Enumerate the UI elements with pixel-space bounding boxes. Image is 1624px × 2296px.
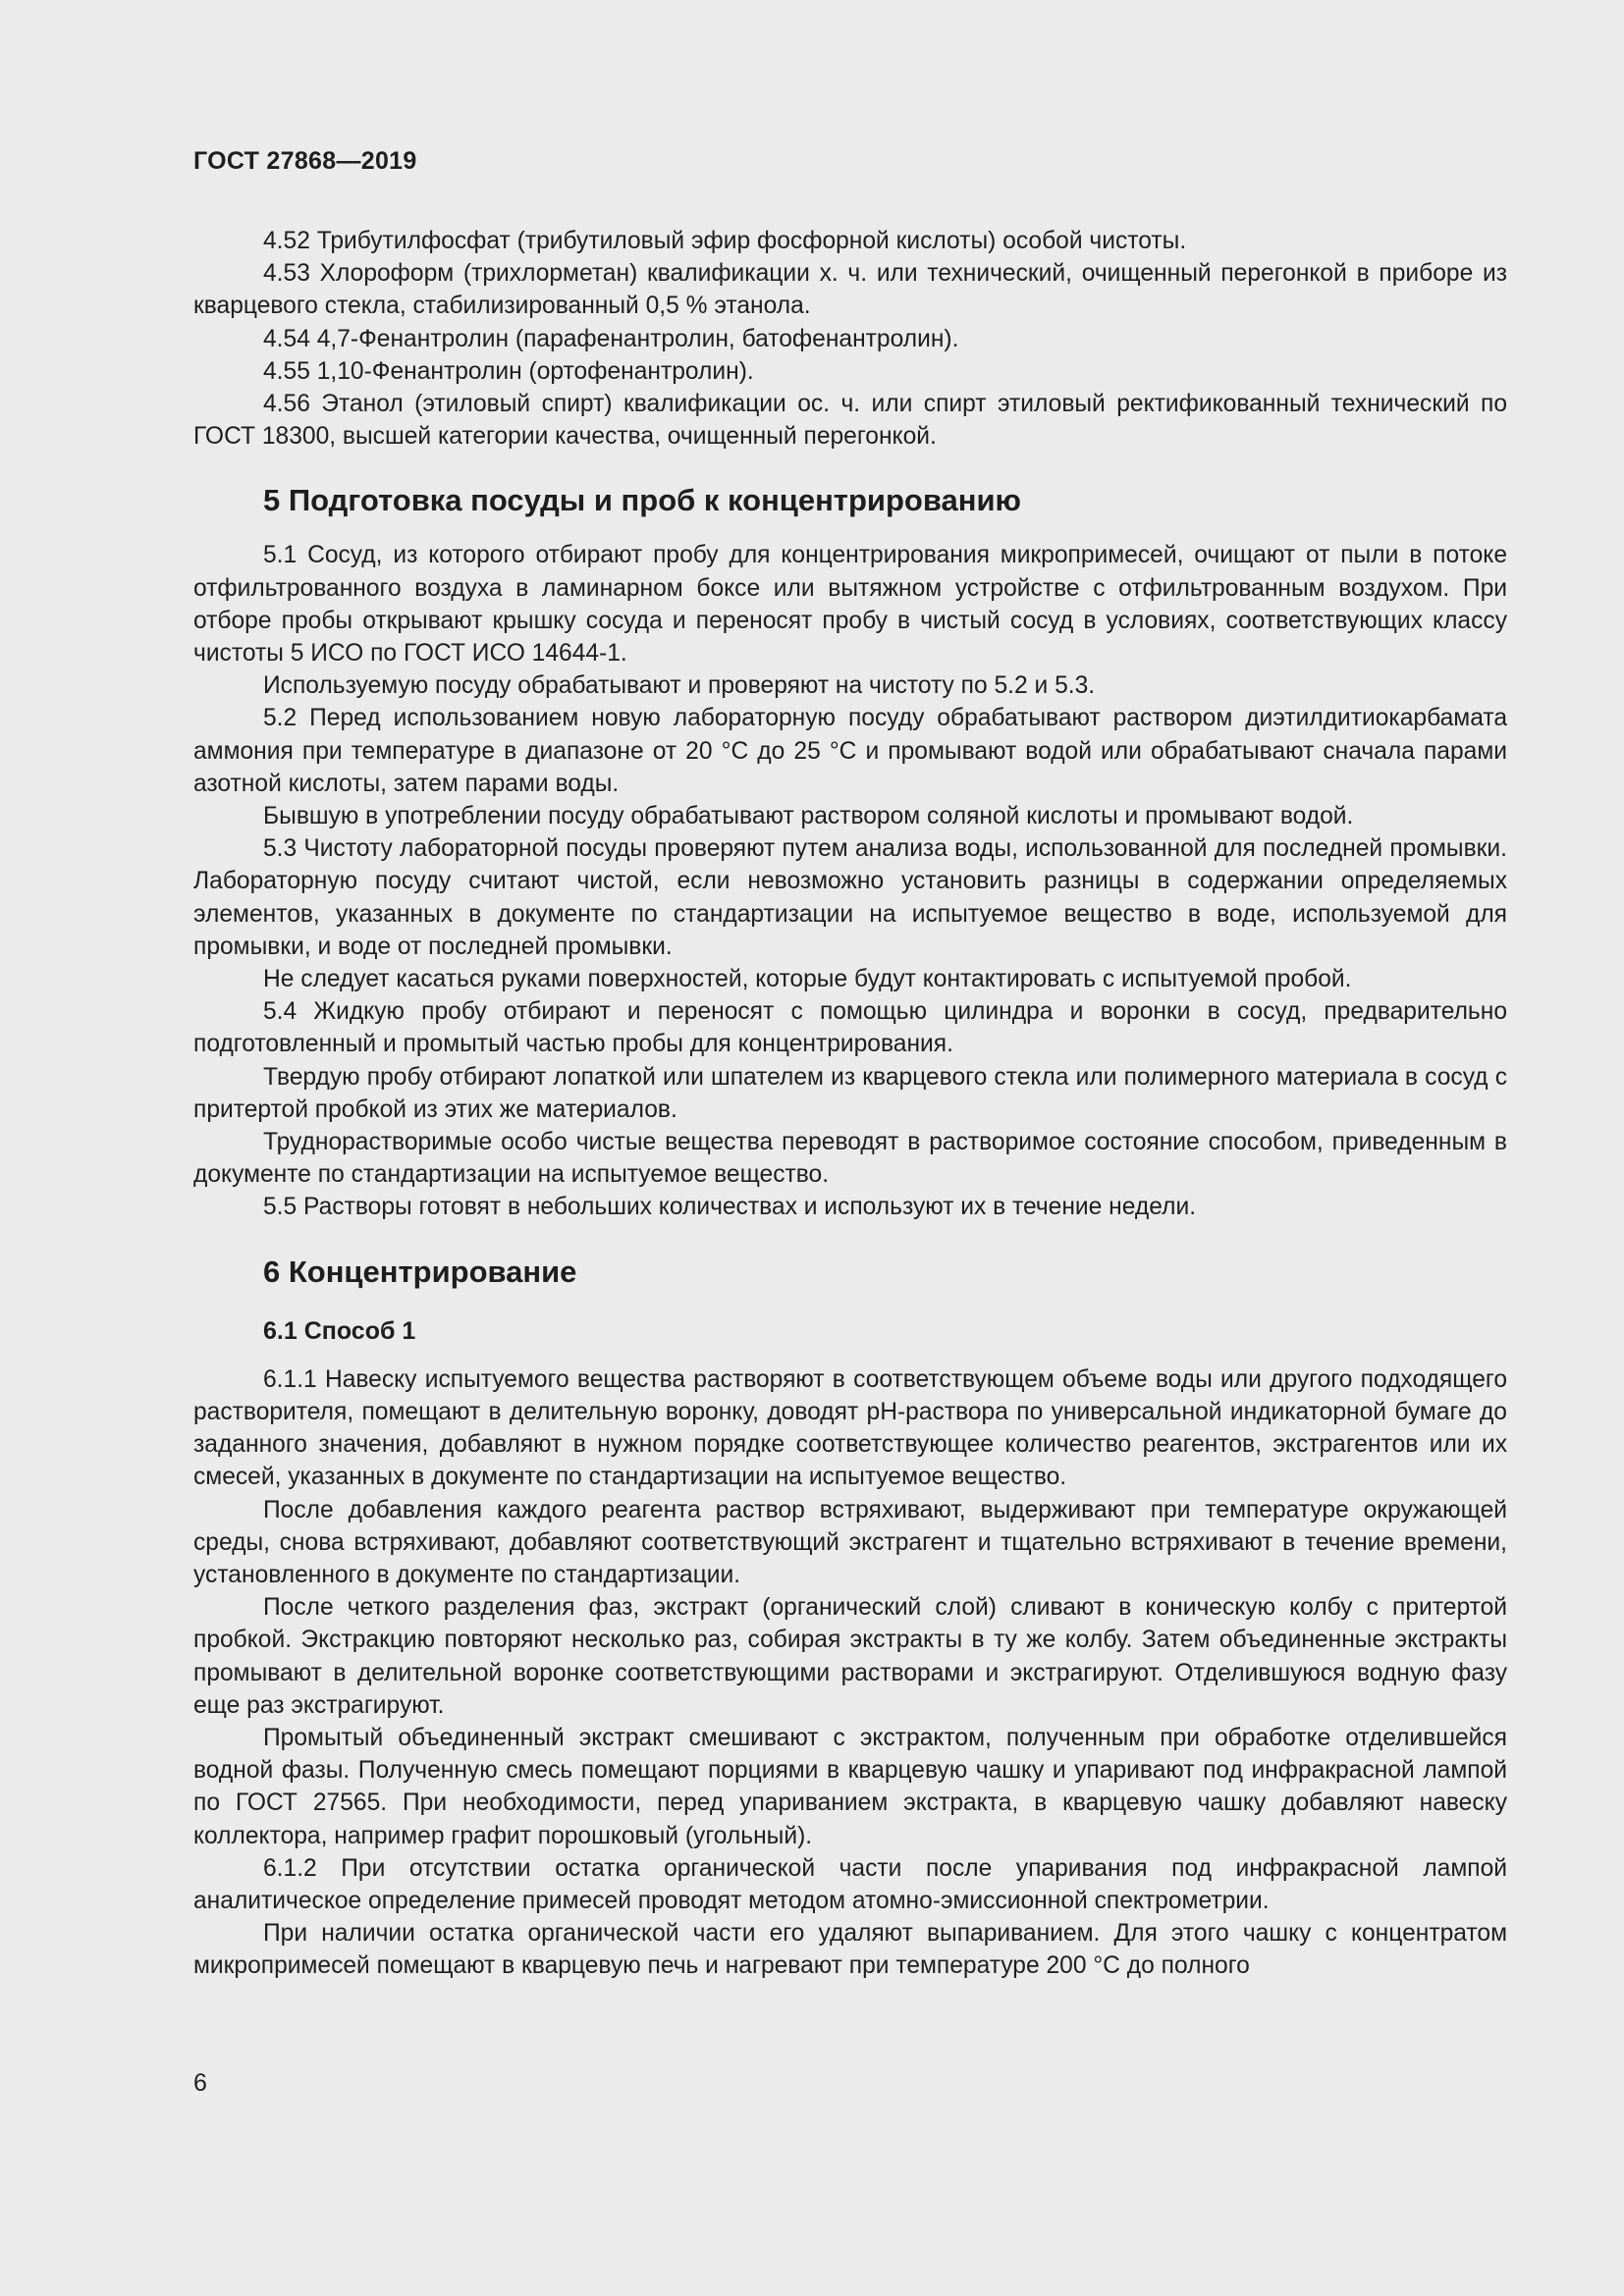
section-heading-5: 5 Подготовка посуды и проб к концентрированию (263, 483, 1022, 518)
paragraph: Промытый объединенный экстракт смешивают с экстрактом, полученным при обработке отделившейся водной фазы. Полученную смесь помещают порциями в кварцевую чашку и упаривают под инфракрасной лампой по ГОСТ 27565. При необходимости, перед упариванием экстракта, в кварцевую чашку добавляют навеску коллектора, например графит порошковый (угольный). (193, 1724, 1507, 1849)
paragraph: После четкого разделения фаз, экстракт (органический слой) сливают в коническую колбу с притертой пробкой. Экстракцию повторяют несколько раз, собирая экстракты в ту же колбу. Затем объединенные экстракты промывают в делительной воронке соответствующими растворами и экстрагируют. Отделившуюся водную фазу еще раз экстрагируют. (193, 1594, 1507, 1719)
paragraph: 5.2 Перед использованием новую лабораторную посуду обрабатывают раствором диэтилдитиокарбамата аммония при температуре в диапазоне от 20 °C до 25 °C и промывают водой или обрабатывают сначала парами азотной кислоты, затем парами воды. (193, 705, 1507, 797)
subsection-heading-6-1: 6.1 Способ 1 (263, 1316, 416, 1345)
page-number: 6 (193, 2069, 207, 2097)
paragraph: 6.1.1 Навеску испытуемого вещества растворяют в соответствующем объеме воды или другого подходящего растворителя, помещают в делительную воронку, доводят pH-раствора по универсальной индикаторной бумаге до заданного значения, добавляют в нужном порядке соответствующее количество реагентов, экстрагентов или их смесей, указанных в документе по стандартизации на испытуемое вещество. (193, 1365, 1507, 1491)
paragraph: 4.54 4,7-Фенантролин (парафенантролин, батофенантролин). (263, 325, 959, 352)
paragraph: Труднорастворимые особо чистые вещества переводят в растворимое состояние способом, приведенным в документе по стандартизации на испытуемое вещество. (193, 1129, 1507, 1189)
paragraph: Твердую пробу отбирают лопаткой или шпателем из кварцевого стекла или полимерного материала в сосуд с притертой пробкой из этих же материалов. (193, 1063, 1507, 1123)
paragraph: 6.1.2 При отсутствии остатка органической части после упаривания под инфракрасной лампой аналитическое определение примесей проводят методом атомно-эмиссионной спектрометрии. (193, 1854, 1507, 1914)
paragraph: 4.55 1,10-Фенантролин (ортофенантролин). (263, 357, 754, 385)
paragraph: 5.1 Сосуд, из которого отбирают пробу для концентрирования микропримесей, очищают от пыли в потоке отфильтрованного воздуха в ламинарном боксе или вытяжном устройстве с отфильтрованным воздухом. При отборе пробы открывают крышку сосуда и переносят пробу в чистый сосуд в условиях, соответствующих классу чистоты 5 ИСО по ГОСТ ИСО 14644-1. (193, 542, 1507, 667)
paragraph: 4.53 Хлороформ (трихлорметан) квалификации х. ч. или технический, очищенный перегонкой в приборе из кварцевого стекла, стабилизированный 0,5 % этанола. (193, 260, 1507, 320)
paragraph: Не следует касаться руками поверхностей, которые будут контактировать с испытуемой пробой. (263, 966, 1352, 993)
paragraph: 5.3 Чистоту лабораторной посуды проверяют путем анализа воды, использованной для последней промывки. Лабораторную посуду считают чистой, если невозможно установить разницы в содержании определяемых элементов, указанных в документе по стандартизации на испытуемое вещество в воде, используемой для промывки, и воде от последней промывки. (193, 835, 1507, 960)
paragraph: Используемую посуду обрабатывают и проверяют на чистоту по 5.2 и 5.3. (263, 672, 1096, 700)
page-header-doc-code: ГОСТ 27868—2019 (193, 147, 417, 175)
paragraph: При наличии остатка органической части его удаляют выпариванием. Для этого чашку с концентратом микропримесей помещают в кварцевую печь и нагревают при температуре 200 °C до полного (193, 1920, 1507, 1980)
paragraph: 5.5 Растворы готовят в небольших количествах и используют их в течение недели. (263, 1194, 1197, 1221)
paragraph: 5.4 Жидкую пробу отбирают и переносят с помощью цилиндра и воронки в сосуд, предварительно подготовленный и промытый частью пробы для концентрирования. (193, 998, 1507, 1058)
section-heading-6: 6 Концентрирование (263, 1254, 577, 1289)
paragraph: 4.56 Этанол (этиловый спирт) квалификации ос. ч. или спирт этиловый ректификованный технический по ГОСТ 18300, высшей категории качества, очищенный перегонкой. (193, 391, 1507, 451)
paragraph: После добавления каждого реагента раствор встряхивают, выдерживают при температуре окружающей среды, снова встряхивают, добавляют соответствующий экстрагент и тщательно встряхивают в течение времени, установленного в документе по стандартизации. (193, 1496, 1507, 1588)
paragraph: 4.52 Трибутилфосфат (трибутиловый эфир фосфорной кислоты) особой чистоты. (263, 228, 1187, 254)
page-body (193, 225, 1507, 1983)
paragraph: Бывшую в употреблении посуду обрабатывают раствором соляной кислоты и промывают водой. (263, 803, 1354, 830)
